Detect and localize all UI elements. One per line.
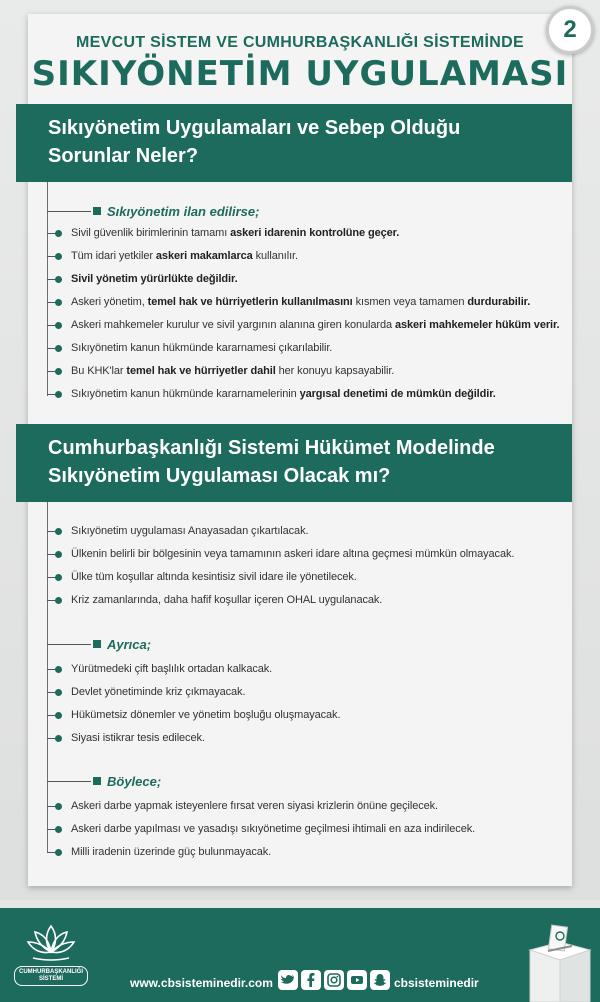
list-item: Yürütmedeki çift başlılık ortadan kalkacak. <box>47 660 272 678</box>
list-item: Devlet yönetiminde kriz çıkmayacak. <box>47 683 245 701</box>
header-main-title: SIKIYÖNETİM UYGULAMASI <box>31 54 569 94</box>
list-item: Siyasi istikrar tesis edilecek. <box>47 729 205 747</box>
section1-title-line2: Sorunlar Neler? <box>48 145 199 167</box>
bullet-dot-icon <box>55 597 62 604</box>
list-item: Milli iradenin üzerinde güç bulunmayacak. <box>47 843 271 861</box>
section2-title-line2: Sıkıyönetim Uygulaması Olacak mı? <box>48 465 391 487</box>
bullet-dot-icon <box>55 803 62 810</box>
section1-subheading: Sıkıyönetim ilan edilirse; <box>47 203 259 219</box>
list-item: Sıkıyönetim kanun hükmünde kararnamelerinin yargısal denetimi de mümkün değildir. <box>47 385 496 403</box>
bullet-dot-icon <box>55 689 62 696</box>
header-top-line: MEVCUT SİSTEM VE CUMHURBAŞKANLIĞI SİSTEMİNDE <box>76 34 524 51</box>
list-item: Sivil yönetim yürürlükte değildir. <box>47 270 238 288</box>
footer-separator <box>0 900 600 908</box>
square-bullet-icon <box>93 207 101 215</box>
snapchat-icon[interactable] <box>370 970 390 990</box>
section2-subheading-boylece: Böylece; <box>47 773 161 789</box>
bullet-dot-icon <box>55 849 62 856</box>
square-bullet-icon <box>93 777 101 785</box>
list-item: Hükümetsiz dönemler ve yönetim boşluğu oluşmayacak. <box>47 706 340 724</box>
bullet-dot-icon <box>55 666 62 673</box>
website-link[interactable]: www.cbsisteminedir.com <box>130 976 273 990</box>
list-item: Bu KHK'lar temel hak ve hürriyetler dahil her konuyu kapsayabilir. <box>47 362 394 380</box>
bullet-dot-icon <box>55 826 62 833</box>
section1-banner <box>16 104 572 182</box>
bullet-dot-icon <box>55 528 62 535</box>
list-item: Sivil güvenlik birimlerinin tamamı askeri idarenin kontrolüne geçer. <box>47 224 399 242</box>
social-icons <box>278 970 390 990</box>
section2-subheading-ayrica: Ayrıca; <box>47 636 151 652</box>
section2-banner <box>16 424 572 502</box>
bullet-dot-icon <box>55 368 62 375</box>
square-bullet-icon <box>93 640 101 648</box>
bullet-dot-icon <box>55 574 62 581</box>
instagram-icon[interactable] <box>324 970 344 990</box>
list-item: Tüm idari yetkiler askeri makamlarca kullanılır. <box>47 247 298 265</box>
list-item: Askeri yönetim, temel hak ve hürriyetlerin kullanılmasını kısmen veya tamamen durdurabilir. <box>47 293 530 311</box>
youtube-icon[interactable] <box>347 970 367 990</box>
list-item: Ülkenin belirli bir bölgesinin veya tamamının askeri idare altına geçmesi mümkün olmayacak. <box>47 545 514 563</box>
social-handle: cbsisteminedir <box>394 976 479 990</box>
list-item: Sıkıyönetim kanun hükmünde kararnamesi çıkarılabilir. <box>47 339 332 357</box>
bullet-dot-icon <box>55 345 62 352</box>
bullet-dot-icon <box>55 322 62 329</box>
bullet-dot-icon <box>55 712 62 719</box>
bullet-dot-icon <box>55 253 62 260</box>
bullet-dot-icon <box>55 230 62 237</box>
twitter-icon[interactable] <box>278 970 298 990</box>
list-item: Askeri darbe yapılması ve yasadışı sıkıyönetime geçilmesi ihtimali en aza indirilecek. <box>47 820 475 838</box>
list-item: Askeri darbe yapmak isteyenlere fırsat veren siyasi krizlerin önüne geçilecek. <box>47 797 438 815</box>
bullet-dot-icon <box>55 299 62 306</box>
list-item: Ülke tüm koşullar altında kesintisiz sivil idare ile yönetilecek. <box>47 568 357 586</box>
bullet-dot-icon <box>55 276 62 283</box>
list-item: Sıkıyönetim uygulaması Anayasadan çıkartılacak. <box>47 522 308 540</box>
ballot-box-icon <box>520 920 594 1002</box>
list-item: Kriz zamanlarında, daha hafif koşullar içeren OHAL uygulanacak. <box>47 591 382 609</box>
section2-title-line1: Cumhurbaşkanlığı Sistemi Hükümet Modelinde <box>48 437 495 459</box>
section1-title-line1: Sıkıyönetim Uygulamaları ve Sebep Olduğu <box>48 117 461 139</box>
bullet-dot-icon <box>55 735 62 742</box>
lotus-logo-icon <box>25 920 77 964</box>
list-item: Askeri mahkemeler kurulur ve sivil yargının alanına giren konularda askeri mahkemeler hüküm verir. <box>47 316 560 334</box>
page-number-badge: 2 <box>546 6 594 54</box>
cb-logo: CUMHURBAŞKANLIĞI SİSTEMİ <box>16 920 86 992</box>
bullet-dot-icon <box>55 391 62 398</box>
bullet-dot-icon <box>55 551 62 558</box>
facebook-icon[interactable] <box>301 970 321 990</box>
